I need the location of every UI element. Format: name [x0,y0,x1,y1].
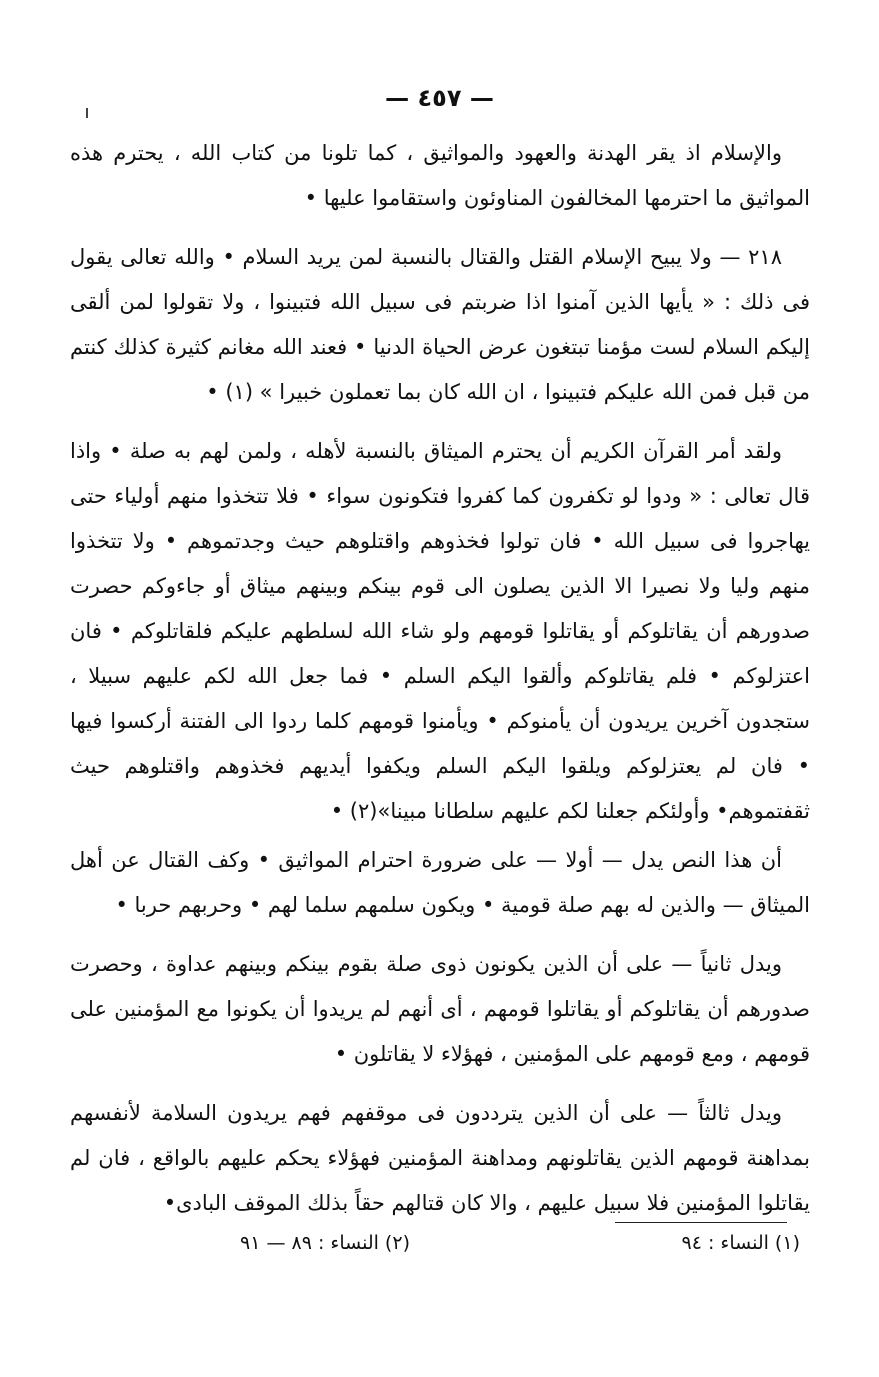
page-number: — ٤٥٧ — [385,84,494,112]
footnotes [240,1232,800,1254]
footnote-divider [615,1222,787,1223]
page-body [70,131,810,1226]
paragraph-islam-truce: والإسلام اذ يقر الهدنة والعهود والمواثيق ، كما تلونا من كتاب الله ، يحترم هذه المواثيق ما احترمها المخالفون المناوئون واستقاموا عليها • [70,141,810,210]
footnote-1: (١) النساء : ٩٤ [681,1232,800,1254]
paragraph-third-indication: ويدل ثالثاً — على أن الذين يترددون فى موقفهم فهم يريدون السلامة لأنفسهم بمداهنة قومهم الذين يقاتلونهم ومداهنة المؤمنين فهؤلاء يحكم عليهم بالواقع ، فان لم يقاتلوا المؤمنين فلا سبيل عليهم ، والا كان قتالهم حقاً بذلك الموقف البادى• [70,1101,810,1215]
paragraph-218: ٢١٨ — ولا يبيح الإسلام القتل والقتال بالنسبة لمن يريد السلام • والله تعالى يقول فى ذلك : « يأيها الذين آمنوا اذا ضربتم فى سبيل الله فتبينوا ، ولا تقولوا لمن ألقى إليكم السلام لست مؤمنا تبتغون عرض الحياة الدنيا • فعند الله مغانم كثيرة كذلك كنتم من قبل فمن الله عليكم فتبينوا ، ان الله كان بما تعملون خبيرا » (١) • [70,245,810,404]
footnote-2: (٢) النساء : ٨٩ — ٩١ [240,1232,410,1254]
paragraph-quran-covenant: ولقد أمر القرآن الكريم أن يحترم الميثاق بالنسبة لأهله ، ولمن لهم به صلة • واذا قال تعالى : « ودوا لو تكفرون كما كفروا فتكونون سواء • فلا تتخذوا منهم أولياء حتى يهاجروا فى سبيل الله • فان تولوا فخذوهم واقتلوهم حيث وجدتموهم • ولا تتخذوا منهم وليا ولا نصيرا الا الذين يصلون الى قوم بينكم وبينهم ميثاق أو جاءوكم حصرت صدورهم أن يقاتلوكم أو يقاتلوا قومهم ولو شاء الله لسلطهم عليكم فلقاتلوكم • فان اعتزلوكم • فلم يقاتلوكم وألقوا اليكم السلم • فما جعل الله لكم عليهم سبيلا ، ستجدون آخرين يريدون أن يأمنوكم • ويأمنوا قومهم كلما ردوا الى الفتنة أركسوا فيها • فان لم يعتزلوكم ويلقوا اليكم السلم ويكفوا أيديهم فخذوهم واقتلوهم حيث ثقفتموهم• وأولئكم جعلنا لكم عليهم سلطانا مبينا»(٢) • [70,439,810,823]
paragraph-first-indication: أن هذا النص يدل — أولا — على ضرورة احترام المواثيق • وكف القتال عن أهل الميثاق — والذين له بهم صلة قومية • ويكون سلمهم سلما لهم • وحربهم حربا • [70,848,810,917]
paragraph-second-indication: ويدل ثانياً — على أن الذين يكونون ذوى صلة بقوم بينكم وبينهم عداوة ، وحصرت صدورهم أن يقاتلوكم أو يقاتلوا قومهم ، أى أنهم لم يريدوا أن يكونوا مع المؤمنين على قومهم ، ومع قومهم على المؤمنين ، فهؤلاء لا يقاتلون • [70,952,810,1066]
